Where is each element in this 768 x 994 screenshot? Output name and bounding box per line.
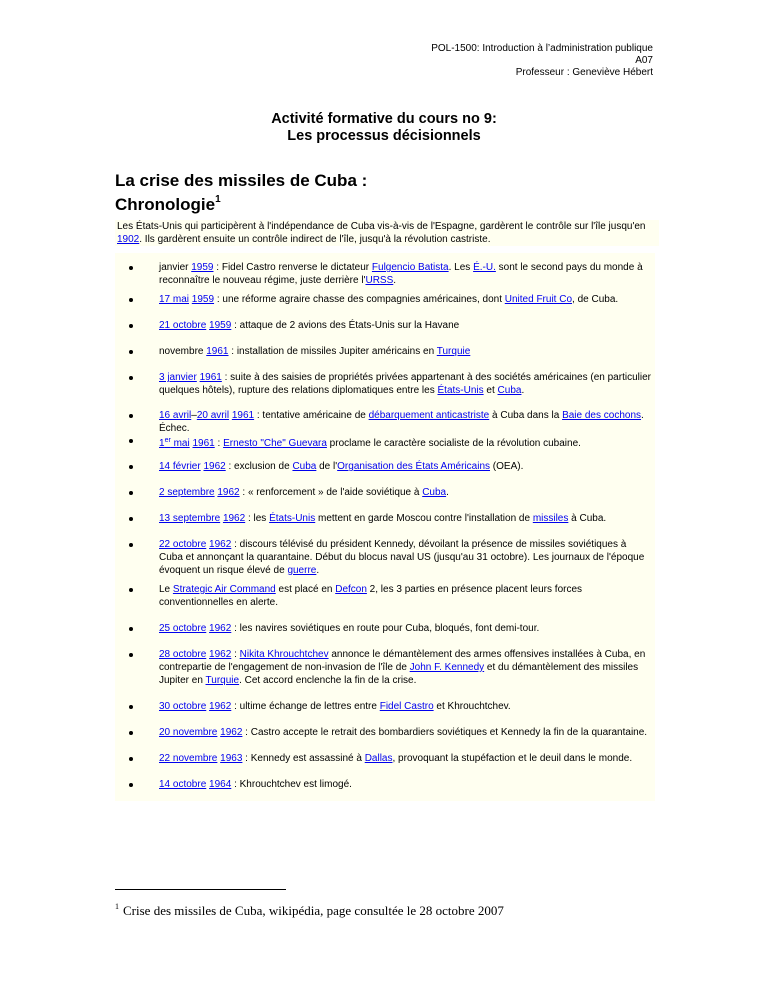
link[interactable]: É.-U. (473, 262, 496, 273)
link[interactable]: 20 avril (196, 410, 230, 421)
link[interactable]: Nikita Khrouchtchev (239, 649, 329, 660)
timeline-item: 13 septembre 1962 : les États-Unis mettent en garde Moscou contre l'installation de missiles à Cuba. (159, 512, 651, 525)
link[interactable]: Dallas (364, 753, 393, 764)
link[interactable]: 1962 (209, 701, 232, 712)
bullet-icon (129, 298, 133, 302)
link[interactable]: 1962 (203, 461, 226, 472)
link[interactable]: missiles (532, 513, 569, 524)
heading-line-1: La crise des missiles de Cuba : (115, 171, 368, 190)
link[interactable]: Cuba (422, 487, 447, 498)
timeline-item: 21 octobre 1959 : attaque de 2 avions des États-Unis sur la Havane (159, 319, 651, 332)
timeline-item: 2 septembre 1962 : « renforcement » de l'aide soviétique à Cuba. (159, 486, 651, 499)
timeline-item: 25 octobre 1962 : les navires soviétiques en route pour Cuba, bloqués, font demi-tour. (159, 622, 651, 635)
timeline-item: 16 avril–20 avril 1961 : tentative américaine de débarquement anticastriste à Cuba dans la Baie des cochons. Échec. (159, 409, 651, 435)
section-heading (115, 171, 367, 214)
bullet-icon (129, 757, 133, 761)
timeline-item: 14 octobre 1964 : Khrouchtchev est limogé. (159, 778, 651, 791)
link[interactable]: 1er mai (159, 437, 190, 449)
timeline-item: 17 mai 1959 : une réforme agraire chasse des compagnies américaines, dont United Fruit Co, de Cuba. (159, 293, 651, 306)
link[interactable]: 1959 (191, 262, 214, 273)
intro-text: Les États-Unis qui participèrent à l'indépendance de Cuba vis-à-vis de l'Espagne, gardèrent le contrôle sur l'île jusqu'en (117, 221, 646, 232)
link-1902[interactable]: 1902 (117, 234, 140, 245)
link[interactable]: 21 octobre (159, 320, 207, 331)
link[interactable]: 13 septembre (159, 513, 221, 524)
timeline-item: 3 janvier 1961 : suite à des saisies de propriétés privées appartenant à des sociétés américaines (en particulier quelques hôtels), rupture des relations diplomatiques entre les États-Unis et Cuba. (159, 371, 651, 397)
header-professor: Professeur : Geneviève Hébert (515, 67, 653, 78)
link[interactable]: 16 avril (159, 410, 192, 421)
footnote (115, 899, 504, 919)
footnote-number: 1 (115, 902, 119, 911)
bullet-icon (129, 324, 133, 328)
link[interactable]: Turquie (205, 675, 240, 686)
bullet-icon (129, 517, 133, 521)
link[interactable]: 3 janvier (159, 372, 197, 383)
timeline-item: janvier 1959 : Fidel Castro renverse le dictateur Fulgencio Batista. Les É.-U. sont le second pays du monde à reconnaître le nouveau régime, juste derrière l'URSS. (159, 261, 651, 287)
footnote-ref[interactable]: 1 (215, 194, 221, 205)
link[interactable]: 14 février (159, 461, 201, 472)
footnote-separator (115, 889, 286, 890)
bullet-icon (129, 376, 133, 380)
link[interactable]: 1959 (209, 320, 232, 331)
link[interactable]: 1962 (209, 649, 232, 660)
link[interactable]: 1961 (206, 346, 229, 357)
title-line-2: Les processus décisionnels (287, 128, 481, 144)
timeline-item: 30 octobre 1962 : ultime échange de lettres entre Fidel Castro et Khrouchtchev. (159, 700, 651, 713)
link[interactable]: Strategic Air Command (172, 584, 276, 595)
page-header (431, 43, 653, 79)
link[interactable]: États-Unis (437, 385, 484, 396)
link[interactable]: 1962 (209, 623, 232, 634)
bullet-icon (129, 350, 133, 354)
timeline-item: 20 novembre 1962 : Castro accepte le retrait des bombardiers soviétiques et Kennedy la fin de la quarantaine. (159, 726, 651, 739)
bullet-icon (129, 266, 133, 270)
timeline-item: 22 octobre 1962 : discours télévisé du président Kennedy, dévoilant la présence de missiles soviétiques à Cuba et annonçant la quarantaine. Début du blocus naval US (jusqu'au 31 octobre). Les journaux de l'époque évoquent un risque élevé de guerre. (159, 538, 651, 577)
link[interactable]: 1961 (199, 372, 222, 383)
intro-paragraph (115, 220, 659, 246)
bullet-icon (129, 653, 133, 657)
link[interactable]: 1962 (222, 513, 246, 524)
link[interactable]: 1961 (192, 438, 215, 449)
link[interactable]: 1959 (191, 294, 215, 305)
footnote-text: Crise des missiles de Cuba, wikipédia, page consultée le 28 octobre 2007 (123, 903, 504, 918)
document-title (0, 111, 768, 145)
link[interactable]: guerre (287, 565, 317, 576)
link[interactable]: débarquement anticastriste (368, 410, 490, 421)
bullet-icon (129, 465, 133, 469)
title-line-1: Activité formative du cours no 9: (271, 111, 497, 127)
link[interactable]: 1962 (220, 727, 243, 738)
link[interactable]: 22 novembre (159, 753, 218, 764)
link[interactable]: 25 octobre (159, 623, 207, 634)
timeline-item: 28 octobre 1962 : Nikita Khrouchtchev annonce le démantèlement des armes offensives installées à Cuba, en contrepartie de l'engagement de non-invasion de l'île de John F. Kennedy et du démantèlement des missiles Jupiter en Turquie. Cet accord enclenche la fin de la crise. (159, 648, 651, 687)
link[interactable]: Baie des cochons (562, 410, 642, 421)
link[interactable]: 14 octobre (159, 779, 207, 790)
link[interactable]: 1962 (217, 487, 240, 498)
bullet-icon (129, 414, 133, 418)
bullet-icon (129, 731, 133, 735)
link[interactable]: Turquie (436, 346, 471, 357)
link[interactable]: Cuba (497, 385, 522, 396)
bullet-icon (129, 588, 133, 592)
timeline-item: novembre 1961 : installation de missiles Jupiter américains en Turquie (159, 345, 651, 358)
bullet-icon (129, 627, 133, 631)
link[interactable]: États-Unis (269, 513, 316, 524)
link[interactable]: 22 octobre (159, 539, 207, 550)
link[interactable]: John F. Kennedy (409, 662, 485, 673)
link[interactable]: Defcon (335, 584, 367, 595)
link[interactable]: 30 octobre (159, 701, 207, 712)
bullet-icon (129, 783, 133, 787)
header-section: A07 (635, 55, 653, 66)
link[interactable]: 1961 (231, 410, 255, 421)
link[interactable]: 1964 (209, 779, 232, 790)
link[interactable]: 1962 (209, 539, 232, 550)
bullet-icon (129, 543, 133, 547)
timeline-item: 1er mai 1961 : Ernesto "Che" Guevara proclame le caractère socialiste de la révolution cubaine. (159, 434, 651, 450)
bullet-icon (129, 439, 133, 443)
link[interactable]: 20 novembre (159, 727, 218, 738)
timeline-list (115, 253, 655, 801)
timeline-item: Le Strategic Air Command est placé en Defcon 2, les 3 parties en présence placent leurs forces conventionnelles en alerte. (159, 583, 651, 609)
link[interactable]: Fulgencio Batista (371, 262, 449, 273)
link[interactable]: 2 septembre (159, 487, 215, 498)
link[interactable]: Ernesto "Che" Guevara (223, 438, 327, 449)
intro-text: . Ils gardèrent ensuite un contrôle indirect de l'île, jusqu'à la révolution castriste. (139, 234, 491, 245)
timeline-item: 14 février 1962 : exclusion de Cuba de l'Organisation des États Américains (OEA). (159, 460, 651, 473)
heading-line-2: Chronologie (115, 195, 216, 214)
link[interactable]: United Fruit Co (504, 294, 573, 305)
link[interactable]: 1963 (220, 753, 243, 764)
link[interactable]: Organisation des États Américains (337, 461, 491, 472)
link[interactable]: Cuba (292, 461, 317, 472)
header-course: POL-1500: Introduction à l’administration publique (431, 43, 653, 54)
link[interactable]: Fidel Castro (379, 701, 434, 712)
link[interactable]: URSS (365, 275, 394, 286)
link[interactable]: 28 octobre (159, 649, 207, 660)
bullet-icon (129, 491, 133, 495)
bullet-icon (129, 705, 133, 709)
timeline-item: 22 novembre 1963 : Kennedy est assassiné à Dallas, provoquant la stupéfaction et le deuil dans le monde. (159, 752, 651, 765)
link[interactable]: 17 mai (159, 294, 190, 305)
